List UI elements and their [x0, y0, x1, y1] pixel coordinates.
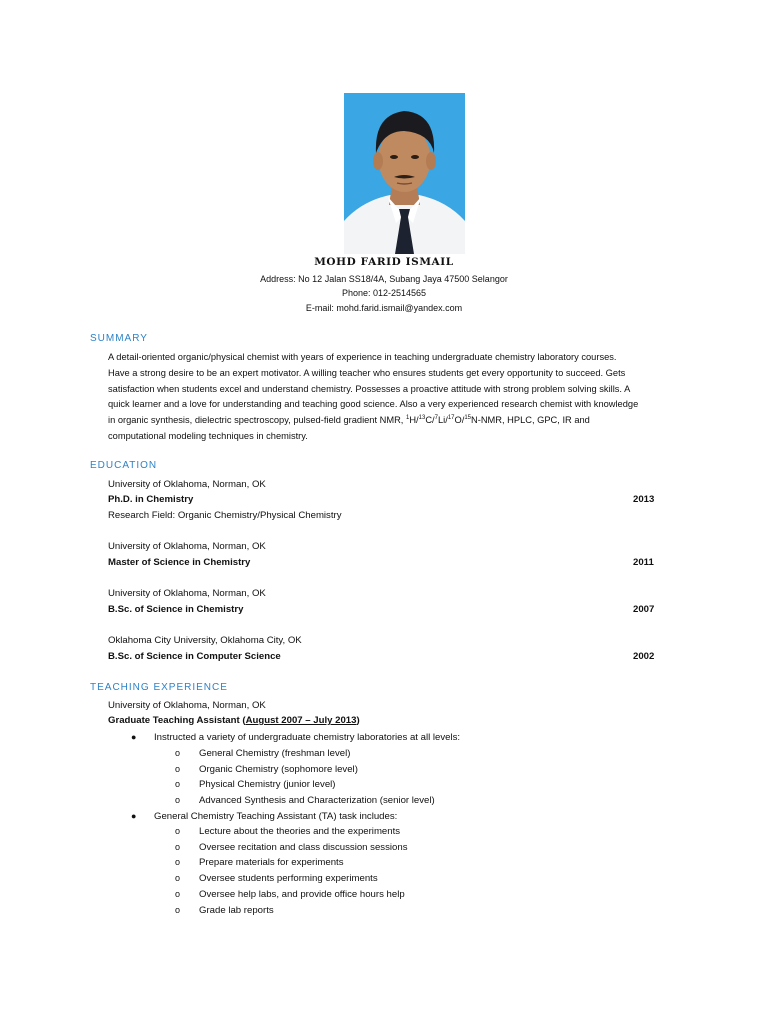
bullet-marker: ●	[131, 811, 137, 821]
sub-bullet-text: Grade lab reports	[199, 905, 274, 916]
sub-bullet-marker: o	[175, 779, 181, 789]
education-year: 2002	[633, 651, 655, 662]
sub-bullet-marker: o	[175, 764, 181, 774]
summary-paragraph	[108, 350, 708, 445]
role-range-open: (	[242, 715, 246, 726]
education-school: University of Oklahoma, Norman, OK	[108, 541, 266, 552]
sub-bullet-text: Oversee recitation and class discussion sessions	[199, 842, 408, 853]
isotope-number: 13	[418, 415, 426, 422]
role-range-close: )	[356, 715, 360, 726]
sub-bullet-text: Advanced Synthesis and Characterization (senior level)	[199, 795, 435, 806]
summary-line: computational modeling techniques in chemistry.	[108, 430, 308, 441]
isotope-element: O/	[454, 415, 465, 426]
sub-bullet-text: Oversee students performing experiments	[199, 873, 378, 884]
sub-bullet-text: Physical Chemistry (junior level)	[199, 779, 336, 790]
sub-bullet-text: Lecture about the theories and the experiments	[199, 826, 401, 837]
isotope-element: C/	[425, 415, 435, 426]
email-line: E-mail: mohd.farid.ismail@yandex.com	[305, 303, 463, 313]
isotope-element: N-NMR, HPLC, GPC, IR and	[471, 415, 590, 426]
isotope-element: H/	[409, 415, 419, 426]
education-degree: B.Sc. of Science in Chemistry	[108, 604, 244, 615]
teaching-school: University of Oklahoma, Norman, OK	[108, 700, 266, 711]
sub-bullet-marker: o	[175, 889, 181, 899]
sub-bullet-marker: o	[175, 842, 181, 852]
isotope-number: 1	[405, 415, 410, 422]
sub-bullet-marker: o	[175, 795, 181, 805]
education-year: 2007	[633, 604, 655, 615]
education-school: University of Oklahoma, Norman, OK	[108, 588, 266, 599]
education-degree: B.Sc. of Science in Computer Science	[108, 651, 281, 662]
bullet-text: Instructed a variety of undergraduate chemistry laboratories at all levels:	[154, 732, 461, 743]
summary-heading: SUMMARY	[90, 333, 148, 344]
summary-line: satisfaction when students excel and understand chemistry. Possesses a proactive attitude with strong problem solving skills. A	[108, 383, 631, 394]
sub-bullet-marker: o	[175, 826, 181, 836]
phone-line: Phone: 012-2514565	[341, 288, 427, 298]
isotope-number: 7	[434, 415, 438, 422]
teaching-heading: TEACHING EXPERIENCE	[90, 682, 228, 693]
address-line: Address: No 12 Jalan SS18/4A, Subang Jaya 47500 Selangor	[260, 274, 508, 284]
sub-bullet-text: Organic Chemistry (sophomore level)	[199, 764, 358, 775]
education-year: 2013	[633, 494, 655, 505]
summary-line: A detail-oriented organic/physical chemist with years of experience in teaching undergraduate chemistry laboratory courses.	[108, 352, 617, 362]
role-date-range: August 2007 – July 2013	[245, 715, 357, 726]
profile-photo	[344, 93, 465, 254]
isotope-number: 15	[464, 415, 472, 422]
bullet-text: General Chemistry Teaching Assistant (TA) task includes:	[154, 811, 398, 822]
isotope-number: 17	[447, 415, 455, 422]
sub-bullet-marker: o	[175, 857, 181, 867]
summary-line: Have a strong desire to be an expert motivator. A willing teacher who ensures students get every opportunity to succeed. Gets	[108, 367, 626, 378]
sub-bullet-marker: o	[175, 748, 181, 758]
education-research-field: Research Field: Organic Chemistry/Physical Chemistry	[108, 510, 342, 521]
candidate-name: MOHD FARID ISMAIL	[314, 256, 454, 268]
education-school: University of Oklahoma, Norman, OK	[108, 479, 266, 490]
summary-line: quick learner and a love for understanding and teaching good science. Also a very experienced research chemist with knowledge	[108, 399, 639, 410]
education-school: Oklahoma City University, Oklahoma City, OK	[108, 635, 302, 646]
summary-line-nmr	[108, 413, 708, 429]
sub-bullet-text: General Chemistry (freshman level)	[199, 748, 351, 759]
sub-bullet-text: Prepare materials for experiments	[199, 857, 344, 868]
sub-bullet-marker: o	[175, 873, 181, 883]
education-year: 2011	[633, 557, 654, 568]
teaching-role	[108, 715, 360, 726]
isotope-element: Li/	[437, 415, 448, 426]
education-degree: Ph.D. in Chemistry	[108, 494, 194, 505]
sub-bullet-text: Oversee help labs, and provide office hours help	[199, 889, 405, 900]
role-title: Graduate Teaching Assistant	[108, 715, 243, 726]
bullet-marker: ●	[131, 732, 137, 742]
education-degree: Master of Science in Chemistry	[108, 557, 251, 568]
sub-bullet-marker: o	[175, 905, 181, 915]
education-heading: EDUCATION	[90, 460, 158, 471]
summary-line-start: in organic synthesis, dielectric spectroscopy, pulsed-field gradient NMR,	[108, 415, 406, 426]
